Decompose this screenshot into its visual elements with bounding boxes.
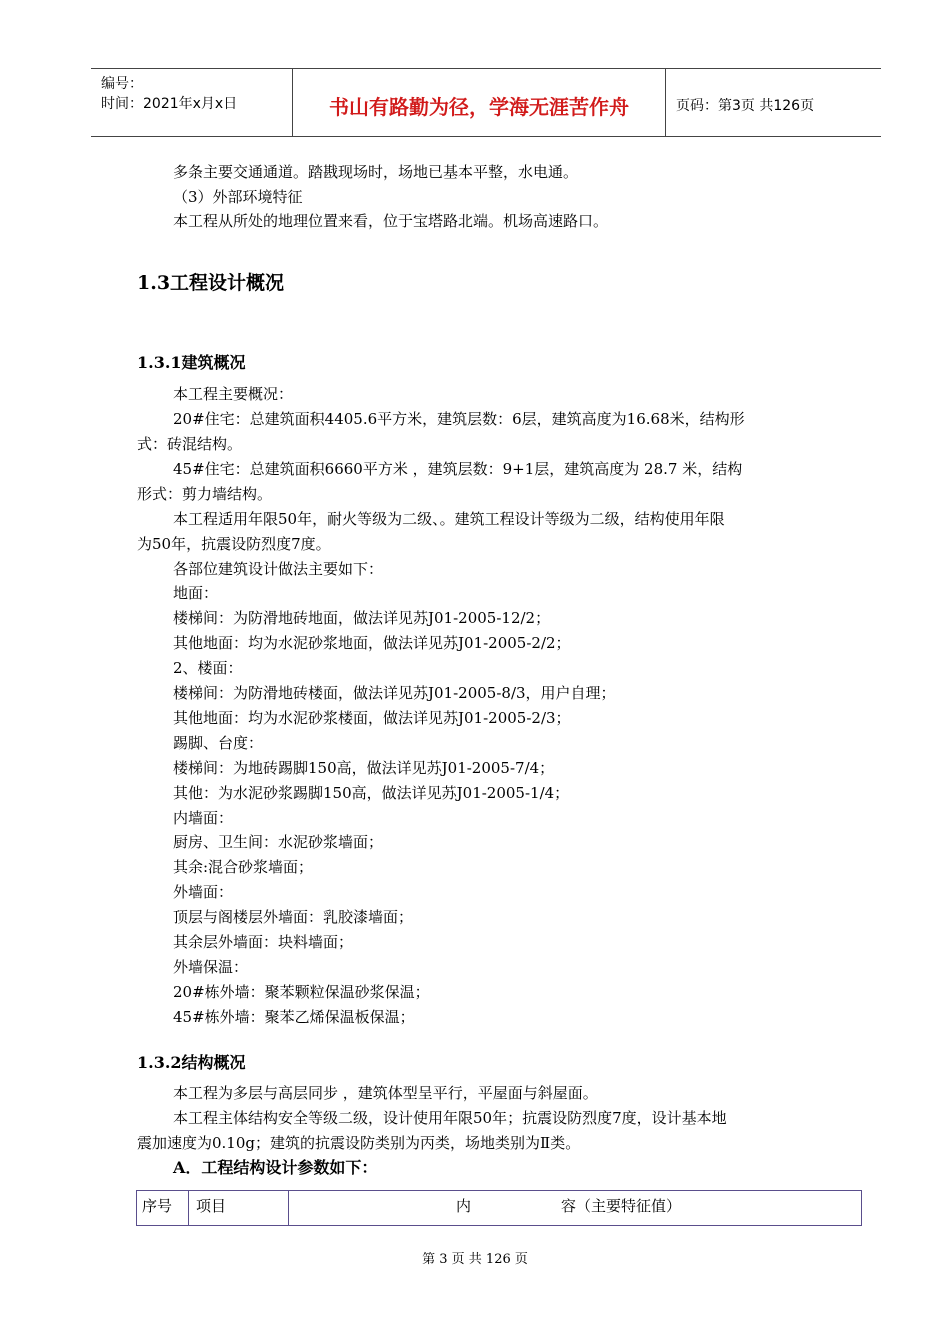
header-motto-cell [293, 69, 666, 136]
body-line: 其他地面：均为水泥砂浆地面，做法详见苏J01-2005-2/2； [173, 634, 571, 652]
page-header [91, 68, 881, 137]
table-header-content [289, 1191, 861, 1225]
section-heading-1-3-1: 1.3.1建筑概况 [137, 353, 246, 372]
body-line: 楼梯间：为防滑地砖地面，做法详见苏J01-2005-12/2； [173, 609, 551, 627]
body-line: 其他：为水泥砂浆踢脚150高，做法详见苏J01-2005-1/4； [173, 784, 570, 802]
header-meta-cell [91, 69, 293, 136]
intro-line: 多条主要交通通道。踏戡现场时，场地已基本平整，水电通。 [173, 163, 579, 181]
section-heading-1-3-2: 1.3.2结构概况 [137, 1053, 246, 1072]
table-header-content-part2: 容（主要特征值） [561, 1197, 682, 1215]
body-line: 形式：剪力墙结构。 [137, 485, 273, 503]
body-line: 外墙保温： [173, 958, 249, 976]
body-line: 地面： [173, 584, 219, 602]
body-line: 内墙面： [173, 809, 234, 827]
body-line: 厨房、卫生间：水泥砂浆墙面； [173, 833, 384, 851]
body-line: 外墙面： [173, 883, 234, 901]
time-label: 时间：2021年x月x日 [101, 96, 238, 112]
body-line: 本工程为多层与高层同步 ，建筑体型呈平行，平屋面与斜屋面。 [173, 1084, 598, 1102]
body-line: 45#住宅：总建筑面积6660平方米 ，建筑层数：9+1层，建筑高度为 28.7 米，结构 [173, 460, 743, 478]
body-line: 20#栋外墙：聚苯颗粒保温砂浆保温； [173, 983, 430, 1001]
body-line: 本工程适用年限50年，耐火等级为二级、。建筑工程设计等级为二级，结构使用年限 [173, 510, 725, 528]
body-line: 为50年，抗震设防烈度7度。 [137, 535, 331, 553]
intro-line: 本工程从所处的地理位置来看，位于宝塔路北端。机场高速路口。 [173, 212, 609, 230]
body-line: 式：砖混结构。 [137, 435, 243, 453]
table-caption: A．工程结构设计参数如下： [173, 1158, 378, 1177]
table-header-index: 序号 [137, 1191, 189, 1225]
body-line: 顶层与阁楼层外墙面：乳胶漆墙面； [173, 908, 414, 926]
body-line: 其余层外墙面：块料墙面； [173, 933, 354, 951]
body-line: 45#栋外墙：聚苯乙烯保温板保温； [173, 1008, 415, 1026]
motto-text: 书山有路勤为径，学海无涯苦作舟 [329, 95, 629, 119]
body-line: 2、楼面： [173, 659, 243, 677]
body-line: 楼梯间：为防滑地砖楼面，做法详见苏J01-2005-8/3，用户自理； [173, 684, 616, 702]
header-page-cell [666, 69, 881, 136]
body-line: 其他地面：均为水泥砂浆楼面，做法详见苏J01-2005-2/3； [173, 709, 571, 727]
table-header-content-part1: 内 [456, 1197, 472, 1215]
body-line: 震加速度为0.10g；建筑的抗震设防类别为丙类，场地类别为Ⅱ类。 [137, 1134, 581, 1152]
body-line: 楼梯间：为地砖踢脚150高，做法详见苏J01-2005-7/4； [173, 759, 555, 777]
body-line: 各部位建筑设计做法主要如下： [173, 560, 384, 578]
page-info: 页码：第3页 共126页 [676, 98, 815, 114]
body-line: 踢脚、台度： [173, 734, 264, 752]
number-label: 编号： [101, 76, 143, 92]
section-heading-1-3: 1.3工程设计概况 [137, 272, 285, 294]
body-line: 其余:混合砂浆墙面； [173, 858, 314, 876]
table-header-item: 项目 [189, 1191, 289, 1225]
body-line: 本工程主体结构安全等级二级，设计使用年限50年；抗震设防烈度7度，设计基本地 [173, 1109, 727, 1127]
parameters-table [136, 1190, 862, 1226]
intro-line: （3）外部环境特征 [173, 188, 303, 206]
body-line: 本工程主要概况： [173, 385, 294, 403]
page-footer: 第 3 页 共 126 页 [422, 1252, 528, 1267]
body-line: 20#住宅：总建筑面积4405.6平方米，建筑层数：6层，建筑高度为16.68米，结构形 [173, 410, 745, 428]
